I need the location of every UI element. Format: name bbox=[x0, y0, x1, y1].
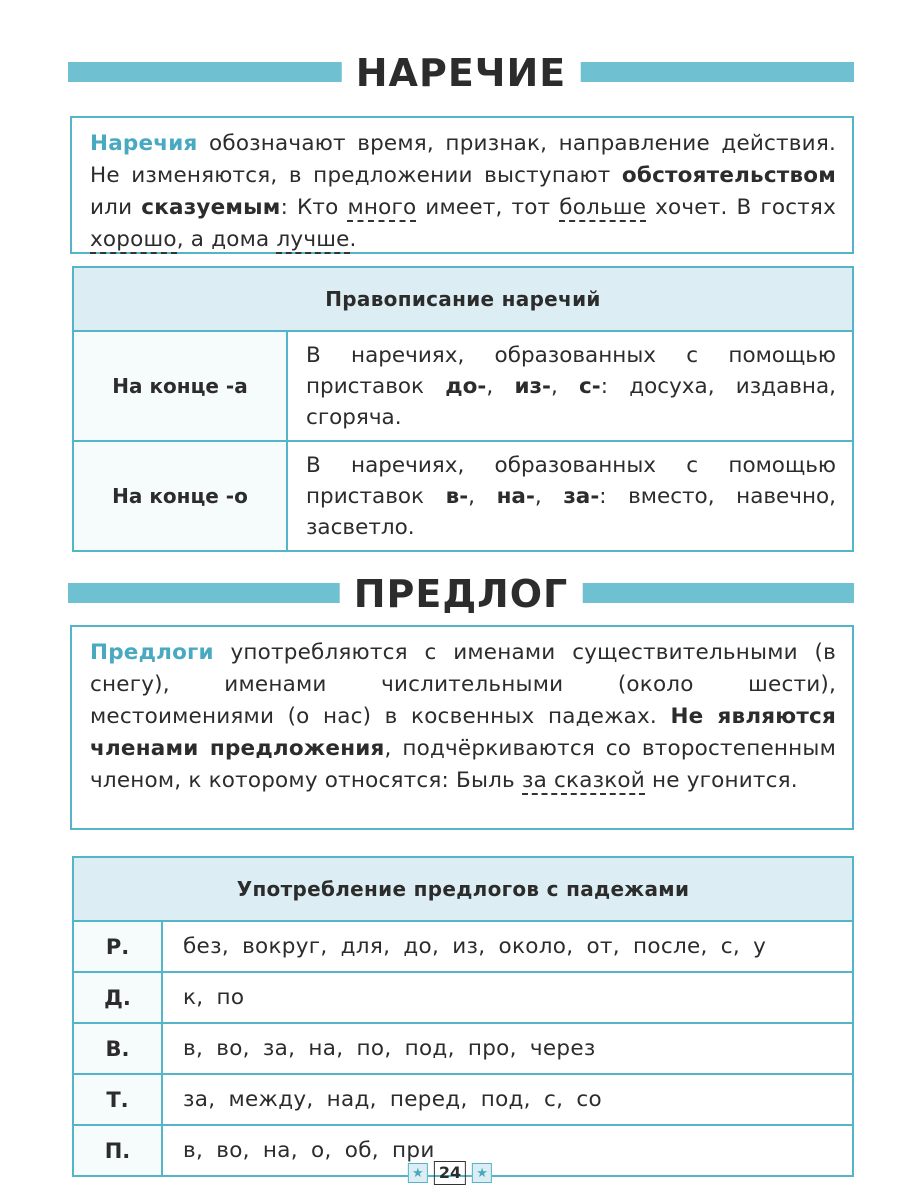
example-adverb-4: лучше bbox=[276, 227, 350, 252]
rule-text-part: В наречиях, образованных с помощью приставок bbox=[306, 452, 836, 509]
prefix: в- bbox=[445, 483, 469, 509]
separator: , bbox=[550, 373, 580, 399]
page-number: 24 bbox=[434, 1161, 466, 1185]
adverb-def-text-2: или bbox=[90, 195, 142, 220]
adverb-def-text-7: . bbox=[349, 227, 357, 252]
prefix: с- bbox=[579, 373, 601, 399]
adverb-table-header: Правописание наречий bbox=[73, 267, 853, 331]
adverb-def-bold-1: обстоятельством bbox=[621, 163, 836, 188]
example-preposition: за сказкой bbox=[521, 768, 645, 793]
prefix: из- bbox=[514, 373, 551, 399]
example-adverb-1: много bbox=[347, 195, 417, 220]
rule-label: На конце -о bbox=[73, 441, 287, 551]
prefix: на- bbox=[496, 483, 535, 509]
case-prepositions: за, между, над, перед, под, с, со bbox=[162, 1074, 853, 1125]
star-icon: ★ bbox=[472, 1163, 492, 1183]
adverb-term: Наречия bbox=[90, 131, 198, 156]
example-adverb-2: больше bbox=[559, 195, 647, 220]
page-number-footer bbox=[408, 1161, 492, 1185]
case-prepositions: к, по bbox=[162, 972, 853, 1023]
case-prepositions: в, во, за, на, по, под, про, через bbox=[162, 1023, 853, 1074]
preposition-case-table bbox=[72, 856, 854, 1177]
rule-text bbox=[287, 331, 853, 441]
example-adverb-3: хорошо bbox=[90, 227, 177, 252]
adverb-section-header bbox=[68, 52, 854, 98]
preposition-def-text-1: употребляются с именами существительными (в снегу), именами числительными (около шести), местоимениями (о нас) в косвенных падежах. bbox=[90, 640, 836, 729]
case-label: П. bbox=[73, 1125, 162, 1176]
adverb-def-text-1: обозначают время, признак, направление действия. Не изменяются, в предложении выступают bbox=[90, 131, 836, 188]
rule-text bbox=[287, 441, 853, 551]
table-row bbox=[73, 1023, 853, 1074]
case-label: Д. bbox=[73, 972, 162, 1023]
prefix: за- bbox=[563, 483, 600, 509]
preposition-def-text-2: , подчёркиваются со второстепенным членом, к которому относятся: Быль bbox=[90, 736, 836, 793]
preposition-table-header: Употребление предлогов с падежами bbox=[73, 857, 853, 921]
rule-examples: : досуха, издавна, сгоряча. bbox=[306, 373, 836, 430]
adverb-spelling-table bbox=[72, 266, 854, 552]
adverb-def-text-3: : Кто bbox=[280, 195, 348, 220]
preposition-title: ПРЕДЛОГ bbox=[340, 571, 583, 617]
adverb-def-bold-2: сказуемым bbox=[141, 195, 281, 220]
case-label: В. bbox=[73, 1023, 162, 1074]
separator: , bbox=[534, 483, 564, 509]
preposition-definition-box bbox=[70, 625, 854, 830]
adverb-def-text-5: хочет. В гостях bbox=[646, 195, 836, 220]
adverb-definition-box bbox=[70, 116, 854, 254]
preposition-term: Предлоги bbox=[90, 640, 214, 665]
case-prepositions: без, вокруг, для, до, из, около, от, после, с, у bbox=[162, 921, 853, 972]
table-row bbox=[73, 441, 853, 551]
adverb-def-text-4: имеет, тот bbox=[416, 195, 560, 220]
separator: , bbox=[486, 373, 515, 399]
table-row bbox=[73, 1074, 853, 1125]
rule-examples: : вместо, навечно, засветло. bbox=[306, 483, 837, 540]
preposition-def-text-3: не угонится. bbox=[644, 768, 798, 793]
rule-text-part: В наречиях, образованных с помощью приставок bbox=[306, 342, 836, 399]
rule-label: На конце -а bbox=[73, 331, 287, 441]
preposition-section-header bbox=[68, 573, 854, 619]
prefix: до- bbox=[445, 373, 487, 399]
table-row bbox=[73, 331, 853, 441]
case-prepositions: в, во, на, о, об, при bbox=[162, 1125, 853, 1176]
separator: , bbox=[468, 483, 497, 509]
adverb-def-text-6: , а дома bbox=[176, 227, 277, 252]
star-icon: ★ bbox=[408, 1163, 428, 1183]
table-row bbox=[73, 921, 853, 972]
case-label: Т. bbox=[73, 1074, 162, 1125]
table-row bbox=[73, 972, 853, 1023]
adverb-title: НАРЕЧИЕ bbox=[342, 50, 581, 96]
case-label: Р. bbox=[73, 921, 162, 972]
preposition-def-bold: Не являются членами предложения bbox=[90, 704, 836, 761]
